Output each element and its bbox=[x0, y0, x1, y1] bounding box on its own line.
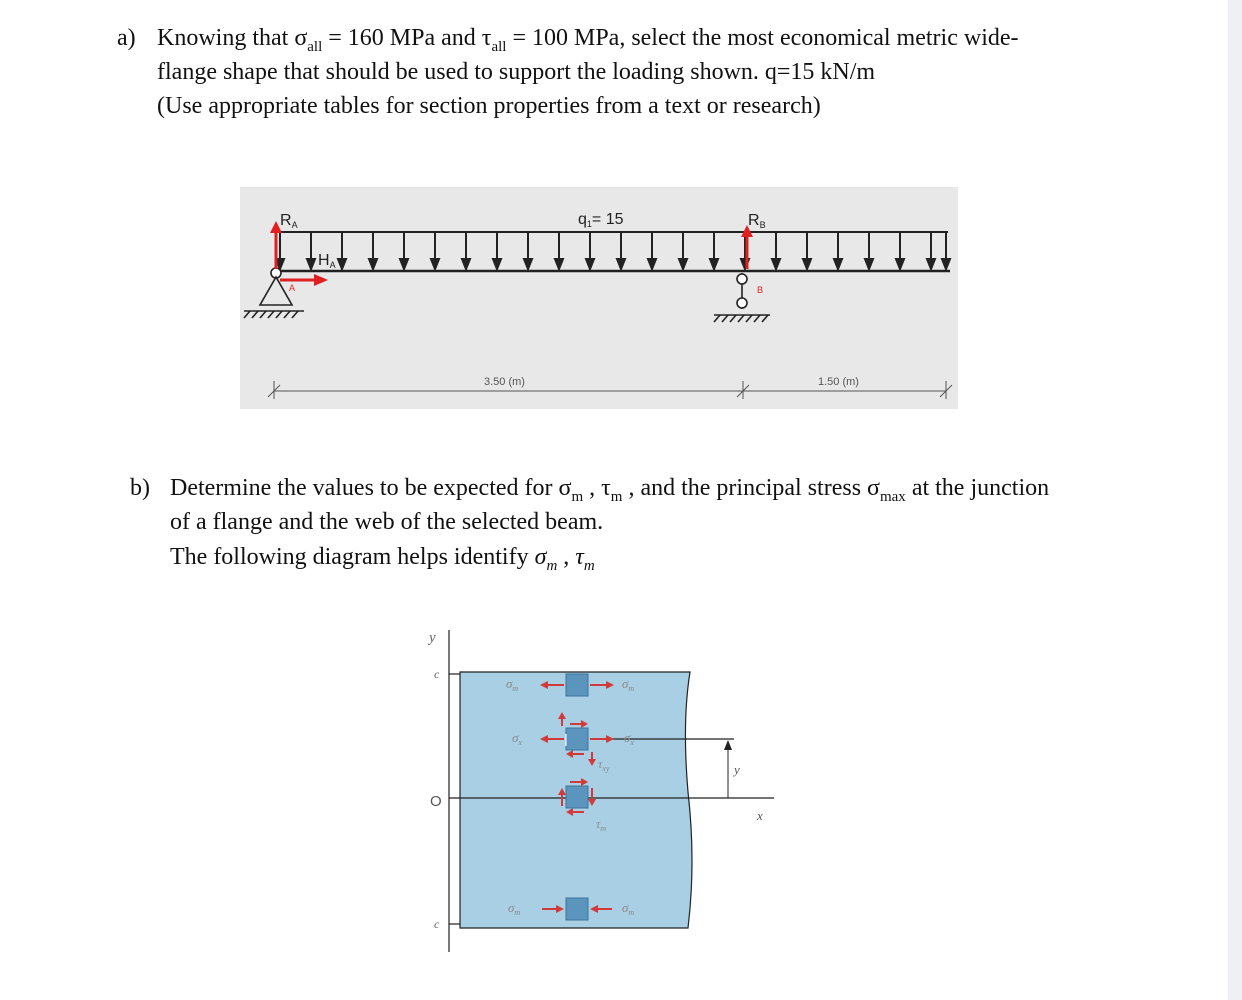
question-a-label: a) bbox=[117, 25, 136, 51]
load-letter: q bbox=[578, 211, 587, 228]
question-b bbox=[130, 472, 1225, 582]
sigma-m-bottom-left: $\sigma_m$ bbox=[508, 900, 521, 917]
b-tau-symbol: τ bbox=[575, 544, 584, 570]
reaction-b-label bbox=[748, 212, 766, 230]
question-a-line-3: (Use appropriate tables for section properties from a text or research) bbox=[157, 93, 821, 119]
dimension-y-arrow bbox=[724, 740, 732, 750]
b-line1-pre: Determine the values to be expected for σ bbox=[170, 475, 572, 501]
horizontal-a-sub: A bbox=[329, 260, 336, 270]
origin-label: O bbox=[430, 793, 442, 810]
stress-diagram bbox=[412, 622, 792, 954]
beam-loading-figure bbox=[240, 187, 958, 409]
roller-support-b bbox=[714, 273, 770, 322]
a-line1-post: = 100 MPa, select the most economical metric wide- bbox=[506, 25, 1019, 51]
stress-element-figure bbox=[412, 622, 792, 954]
b-sub-m-1: m bbox=[571, 488, 584, 505]
question-b-line-2: of a flange and the web of the selected beam. bbox=[170, 509, 604, 535]
b-sub-m-2: m bbox=[610, 488, 623, 505]
a-sub-all-1: all bbox=[307, 38, 323, 55]
sigma-m-top-right: $\sigma_m$ bbox=[622, 676, 635, 693]
neutral-element bbox=[566, 786, 588, 808]
reaction-a-letter: R bbox=[280, 212, 292, 229]
sigma-x-right: $\sigma_x$ bbox=[624, 730, 634, 747]
b-sub-max: max bbox=[879, 488, 906, 505]
b-sigma-symbol: σ bbox=[534, 544, 547, 570]
page-edge bbox=[1228, 0, 1242, 1000]
b-line3-mid: , bbox=[557, 544, 576, 570]
a-line1-mid: = 160 MPa and τ bbox=[322, 25, 492, 51]
c-top-label: c bbox=[434, 667, 440, 681]
dimension-y-label: y bbox=[734, 762, 740, 777]
reaction-a-sub: A bbox=[291, 220, 298, 230]
load-value: = 15 bbox=[591, 211, 624, 228]
b-line1-post: at the junction bbox=[905, 475, 1050, 501]
b-line1-mid2: , and the principal stress σ bbox=[622, 475, 880, 501]
b-line3-pre: The following diagram helps identify bbox=[170, 544, 535, 570]
reaction-b-sub: B bbox=[759, 220, 766, 230]
sigma-m-top-left: $\sigma_m$ bbox=[506, 676, 519, 693]
pin-support-a bbox=[244, 268, 304, 318]
support-a-label: A bbox=[289, 283, 296, 293]
a-sub-all-2: all bbox=[491, 38, 507, 55]
sigma-m-bottom-right: $\sigma_m$ bbox=[622, 900, 635, 917]
question-b-line-3 bbox=[170, 541, 595, 583]
support-b-label: B bbox=[757, 285, 764, 295]
reaction-b-letter: R bbox=[748, 212, 760, 229]
b-line1-mid1: , τ bbox=[583, 475, 611, 501]
distributed-load-arrows bbox=[276, 232, 950, 269]
load-sub: 1 bbox=[586, 219, 592, 229]
horizontal-reaction-label bbox=[318, 252, 336, 270]
tau-xy-label: $\tau_{xy}$ bbox=[598, 757, 610, 773]
x-axis-label: x bbox=[757, 808, 763, 823]
tau-m-label: $\tau_m$ bbox=[596, 817, 607, 833]
middle-element bbox=[566, 728, 588, 750]
y-axis-label: y bbox=[429, 630, 436, 646]
top-element bbox=[566, 674, 588, 696]
bottom-element bbox=[566, 898, 588, 920]
question-a-line-2: flange shape that should be used to support the loading shown. q=15 kN/m bbox=[157, 59, 876, 85]
question-a bbox=[117, 22, 1217, 132]
horizontal-a-letter: H bbox=[318, 252, 330, 269]
span-2-label: 1.50 (m) bbox=[818, 376, 859, 388]
load-label bbox=[578, 211, 624, 229]
c-bottom-label: c bbox=[434, 917, 440, 931]
horizontal-reaction-arrow bbox=[280, 274, 328, 286]
sigma-x-left: $\sigma_x$ bbox=[512, 730, 522, 747]
beam-diagram bbox=[240, 187, 958, 409]
a-line1-pre: Knowing that σ bbox=[157, 25, 308, 51]
question-b-label: b) bbox=[130, 475, 150, 501]
b-tau-sub: m bbox=[583, 557, 595, 574]
reaction-a-label bbox=[280, 212, 298, 230]
span-1-label: 3.50 (m) bbox=[484, 376, 525, 388]
b-sigma-sub: m bbox=[546, 557, 558, 574]
